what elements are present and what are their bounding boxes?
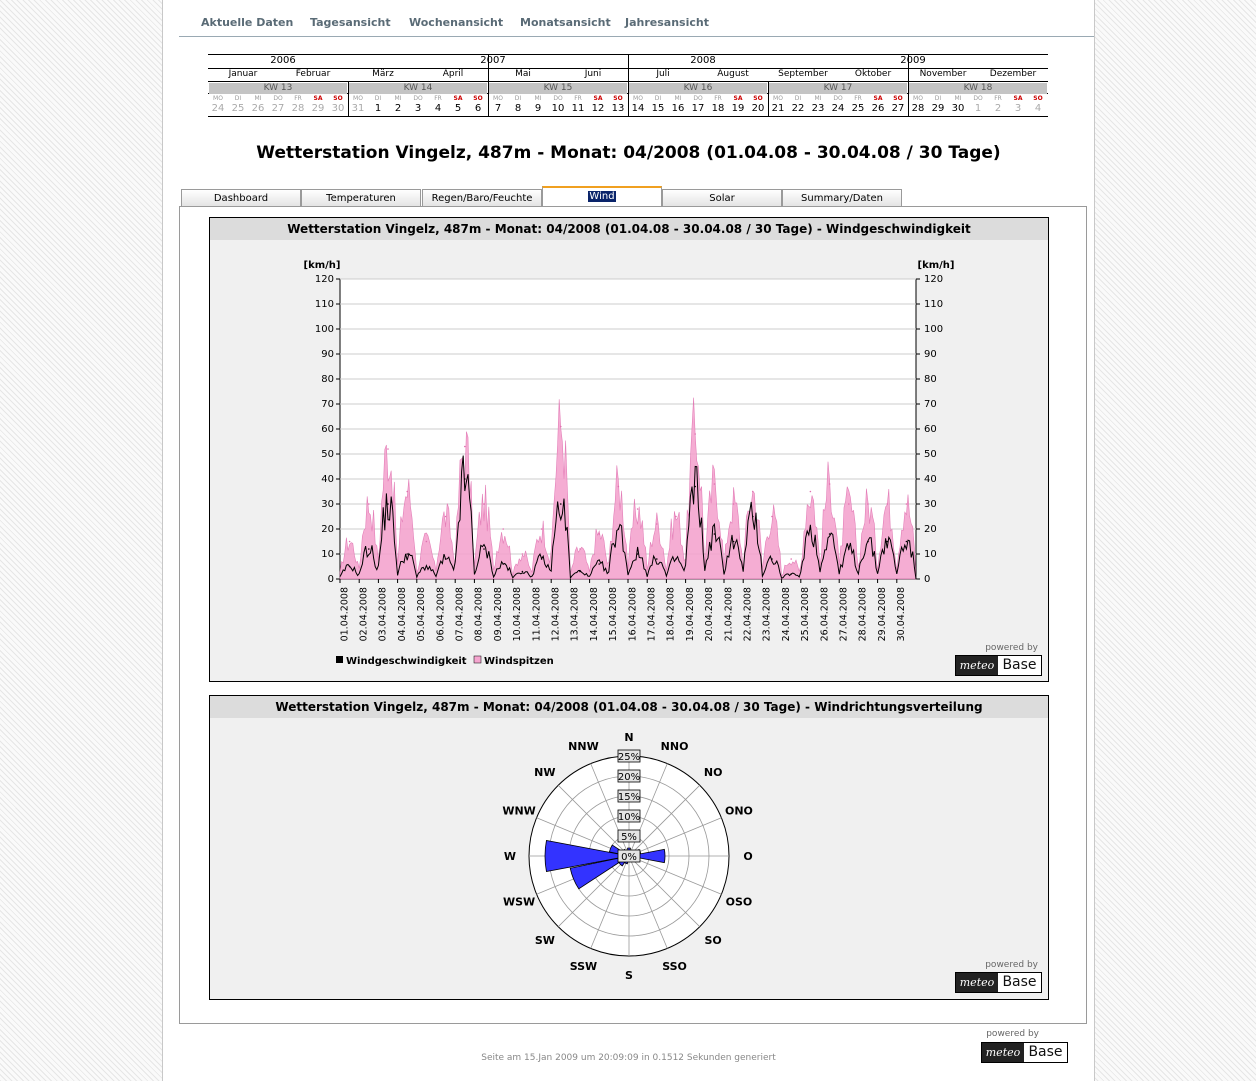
y-tick-label-right: 70 (924, 399, 937, 410)
logo-right-2: Base (1002, 974, 1037, 990)
wind-direction-panel (209, 695, 1049, 1000)
day-header: MI (254, 95, 262, 102)
calendar-day[interactable]: 8 (514, 103, 522, 114)
day-header: SO (473, 95, 483, 102)
data-point-gust (867, 503, 869, 505)
x-tick-label: 04.04.2008 (396, 587, 408, 642)
day-header: SA (733, 95, 743, 102)
day-header: MI (674, 95, 682, 102)
page-title: Wetterstation Vingelz, 487m - Monat: 04/2008 (01.04.08 - 30.04.08 / 30 Tage) (256, 143, 1001, 163)
calendar-day[interactable]: 4 (434, 103, 442, 114)
calendar-week-6[interactable]: KW 18 (963, 83, 993, 93)
y-tick-label-right: 0 (924, 574, 931, 585)
x-tick-label: 30.04.2008 (896, 587, 908, 642)
data-point-gust (906, 503, 908, 505)
direction-label-SO: SO (704, 934, 722, 948)
data-point-gust (637, 508, 639, 510)
data-point-gust (829, 483, 831, 485)
data-point-speed (426, 566, 428, 568)
calendar-day[interactable]: 1 (374, 103, 382, 114)
data-point-gust (694, 433, 696, 435)
nav-monatsansicht[interactable]: Monatsansicht (520, 16, 611, 29)
day-header: DO (413, 95, 423, 102)
calendar-day[interactable]: 3 (414, 103, 422, 114)
x-tick-label: 09.04.2008 (492, 587, 504, 642)
data-point-speed (637, 553, 639, 555)
ring-label: 20% (617, 772, 641, 783)
calendar-month-7[interactable]: Juli (656, 69, 670, 79)
x-tick-label: 15.04.2008 (608, 587, 620, 642)
day-header: FR (854, 95, 862, 102)
calendar-day: 3 (1014, 103, 1022, 114)
x-tick-label: 17.04.2008 (646, 587, 658, 642)
y-tick-label: 70 (321, 399, 334, 410)
wind-speed-panel (209, 217, 1049, 682)
logo-right: Base (1002, 657, 1037, 673)
data-point-speed (445, 558, 447, 560)
y-tick-label: 60 (321, 424, 334, 435)
direction-label-N: N (624, 731, 634, 744)
x-tick-label: 10.04.2008 (512, 587, 524, 642)
legend-label-speed: Windgeschwindigkeit (346, 656, 467, 667)
data-point-speed (886, 541, 888, 543)
data-point-speed (829, 533, 831, 535)
powered-by-text: powered by (985, 643, 1038, 653)
data-point-gust (464, 446, 466, 448)
page-container (162, 0, 1095, 1081)
day-header: DI (234, 95, 242, 102)
meteobase-logo (955, 655, 1042, 676)
y-tick-label-right: 50 (924, 449, 937, 460)
data-point-speed (560, 503, 562, 505)
footer-generated-text: Seite am 15.Jan 2009 um 20:09:09 in 0.1512 Sekunden generiert (481, 1053, 776, 1063)
y-tick-label-right: 20 (924, 524, 937, 535)
calendar-day: 1 (974, 103, 982, 114)
data-point-speed (867, 541, 869, 543)
calendar-month-8[interactable]: August (717, 69, 749, 79)
wind-direction-chart-title: Wetterstation Vingelz, 487m - Monat: 04/2008 (01.04.08 - 30.04.08 / 30 Tage) - Windrichtungsverteilung (210, 696, 1048, 718)
data-point-speed (714, 533, 716, 535)
data-point-speed (406, 553, 408, 555)
top-navigation (179, 14, 1094, 37)
x-tick-label: 26.04.2008 (819, 587, 831, 642)
powered-by-text-2: powered by (985, 960, 1038, 970)
x-tick-label: 05.04.2008 (416, 587, 428, 642)
tab-wind[interactable] (542, 186, 662, 208)
calendar-year-2009[interactable]: 2009 (900, 55, 926, 66)
day-header: DO (553, 95, 563, 102)
x-tick-label: 19.04.2008 (684, 587, 696, 642)
x-tick-label: 11.04.2008 (531, 587, 543, 642)
data-point-gust (426, 541, 428, 543)
day-header: MO (773, 95, 783, 102)
calendar-day: 24 (211, 103, 225, 114)
tab-dashboard[interactable]: Dashboard (181, 189, 301, 206)
data-point-speed (464, 478, 466, 480)
ring-label: 15% (617, 792, 641, 803)
x-tick-label: 18.04.2008 (665, 587, 677, 642)
y-tick-label-right: 60 (924, 424, 937, 435)
calendar-day[interactable]: 14 (631, 103, 645, 114)
data-point-gust (810, 491, 812, 493)
calendar-day[interactable]: 23 (811, 103, 825, 114)
legend-swatch-gusts (474, 656, 481, 663)
day-header: DI (794, 95, 802, 102)
y-tick-label-right: 30 (924, 499, 937, 510)
calendar-day[interactable]: 24 (831, 103, 845, 114)
day-header: SA (453, 95, 463, 102)
data-point-gust (579, 548, 581, 550)
day-header: MI (394, 95, 402, 102)
calendar-day: 4 (1034, 103, 1042, 114)
data-point-speed (906, 541, 908, 543)
data-point-speed (483, 548, 485, 550)
data-point-gust (714, 483, 716, 485)
y-tick-label-right: 90 (924, 349, 937, 360)
y-tick-label: 30 (321, 499, 334, 510)
data-point-speed (618, 528, 620, 530)
calendar-day[interactable]: 26 (871, 103, 885, 114)
nav-jahresansicht[interactable]: Jahresansicht (625, 16, 709, 29)
calendar-day: 27 (271, 103, 285, 114)
y-axis-label: [km/h] (303, 260, 341, 271)
x-tick-label: 29.04.2008 (876, 587, 888, 642)
x-tick-label: 01.04.2008 (339, 587, 351, 642)
data-point-gust (522, 553, 524, 555)
ring-label: 25% (617, 752, 641, 763)
day-header: DI (934, 95, 942, 102)
day-header: FR (574, 95, 582, 102)
day-header: FR (994, 95, 1002, 102)
tab-temperaturen[interactable]: Temperaturen (301, 189, 421, 206)
calendar-day[interactable]: 7 (494, 103, 502, 114)
data-point-gust (560, 426, 562, 428)
day-header: DO (273, 95, 283, 102)
meteobase-logo-2 (955, 972, 1042, 993)
data-point-gust (387, 448, 389, 450)
x-tick-label: 22.04.2008 (742, 587, 754, 642)
direction-label-OSO: OSO (725, 895, 753, 909)
direction-label-ONO: ONO (724, 804, 753, 818)
direction-label-SSO: SSO (662, 959, 687, 973)
y-tick-label: 10 (321, 549, 334, 560)
data-point-gust (368, 503, 370, 505)
calendar-week-3[interactable]: KW 15 (543, 83, 573, 93)
day-header: MI (534, 95, 542, 102)
calendar-week-5[interactable]: KW 17 (823, 83, 853, 93)
calendar-day[interactable]: 27 (891, 103, 905, 114)
day-header: MO (913, 95, 923, 102)
data-point-speed (771, 558, 773, 560)
x-tick-label: 21.04.2008 (723, 587, 735, 642)
y-tick-label-right: 110 (924, 299, 944, 310)
logo-left-2: meteo (956, 973, 998, 992)
calendar-day[interactable]: 16 (671, 103, 685, 114)
x-tick-label: 12.04.2008 (550, 587, 562, 642)
day-header: SA (1013, 95, 1023, 102)
legend-swatch-speed (336, 656, 343, 663)
data-point-gust (675, 516, 677, 518)
day-header: SO (613, 95, 623, 102)
ring-label: 5% (621, 832, 637, 843)
data-point-speed (656, 558, 658, 560)
x-tick-label: 03.04.2008 (377, 587, 389, 642)
data-point-speed (675, 558, 677, 560)
direction-label-WSW: WSW (502, 895, 536, 909)
day-header: FR (294, 95, 302, 102)
data-point-speed (579, 571, 581, 573)
calendar-month-3[interactable]: März (372, 69, 394, 79)
day-header: DI (374, 95, 382, 102)
calendar-day[interactable]: 5 (454, 103, 462, 114)
data-point-gust (483, 503, 485, 505)
calendar-day[interactable]: 21 (771, 103, 785, 114)
calendar-day[interactable]: 10 (551, 103, 565, 114)
day-header: MO (633, 95, 643, 102)
x-tick-label: 16.04.2008 (627, 587, 639, 642)
calendar-day[interactable]: 20 (751, 103, 765, 114)
calendar-day[interactable]: 6 (474, 103, 482, 114)
direction-label-S: S (625, 969, 633, 982)
calendar-year-2006[interactable]: 2006 (270, 55, 296, 66)
data-point-gust (406, 491, 408, 493)
day-header: MO (493, 95, 503, 102)
calendar-week-2[interactable]: KW 14 (403, 83, 433, 93)
calendar-month-2[interactable]: Februar (295, 69, 331, 79)
data-point-speed (848, 548, 850, 550)
calendar-day[interactable]: 9 (534, 103, 542, 114)
calendar-year-2008[interactable]: 2008 (690, 55, 716, 66)
day-header: FR (714, 95, 722, 102)
day-header: DI (654, 95, 662, 102)
data-point-gust (656, 523, 658, 525)
calendar-rule (208, 116, 1048, 117)
data-point-gust (618, 486, 620, 488)
data-point-gust (502, 528, 504, 530)
data-point-speed (368, 548, 370, 550)
day-header: MI (814, 95, 822, 102)
data-point-speed (733, 541, 735, 543)
day-header: MI (954, 95, 962, 102)
y-tick-label: 100 (314, 324, 334, 335)
y-tick-label-right: 120 (924, 274, 944, 285)
calendar-day: 28 (291, 103, 305, 114)
tab-summary-daten[interactable]: Summary/Daten (782, 189, 902, 206)
calendar-month-6[interactable]: Juni (584, 69, 602, 79)
day-header: DO (833, 95, 843, 102)
data-point-gust (771, 516, 773, 518)
x-tick-label: 07.04.2008 (454, 587, 466, 642)
direction-label-NW: NW (534, 765, 556, 779)
calendar-month-1[interactable]: Januar (228, 69, 258, 79)
data-point-speed (502, 563, 504, 565)
data-point-gust (848, 503, 850, 505)
day-header: DO (693, 95, 703, 102)
data-point-speed (810, 528, 812, 530)
day-header: FR (434, 95, 442, 102)
calendar-day: 25 (231, 103, 245, 114)
calendar-day[interactable]: 18 (711, 103, 725, 114)
calendar-week-1[interactable]: KW 13 (263, 83, 293, 93)
data-point-gust (790, 558, 792, 560)
x-tick-label: 02.04.2008 (358, 587, 370, 642)
data-point-gust (886, 503, 888, 505)
day-header: SO (333, 95, 343, 102)
x-tick-label: 23.04.2008 (761, 587, 773, 642)
data-point-speed (349, 566, 351, 568)
data-point-speed (541, 558, 543, 560)
calendar-month-4[interactable]: April (442, 69, 464, 79)
direction-label-SSW: SSW (569, 959, 598, 973)
data-point-speed (598, 563, 600, 565)
day-header: MO (353, 95, 363, 102)
data-point-gust (541, 528, 543, 530)
tab-wind-label: Wind (589, 191, 615, 202)
data-point-gust (752, 491, 754, 493)
calendar-day: 30 (331, 103, 345, 114)
footer-powered-by: powered by (986, 1029, 1039, 1039)
day-header: SA (313, 95, 323, 102)
direction-label-NNO: NNO (660, 740, 689, 754)
calendar-day: 29 (311, 103, 325, 114)
wind-rose-chart (210, 696, 1048, 999)
data-point-speed (790, 573, 792, 575)
y-tick-label-right: 100 (924, 324, 944, 335)
ring-label: 10% (617, 812, 641, 823)
legend-label-gusts: Windspitzen (484, 656, 554, 667)
data-point-speed (522, 571, 524, 573)
day-header: SA (593, 95, 603, 102)
calendar-month-10[interactable]: Oktober (854, 69, 892, 79)
x-tick-label: 28.04.2008 (857, 587, 869, 642)
day-header: SO (753, 95, 763, 102)
y-tick-label: 0 (327, 574, 334, 585)
direction-label-SW: SW (534, 934, 555, 948)
y-tick-label: 80 (321, 374, 334, 385)
x-tick-label: 25.04.2008 (800, 587, 812, 642)
y-tick-label: 50 (321, 449, 334, 460)
y-tick-label: 110 (314, 299, 334, 310)
calendar-navigator (208, 54, 1048, 116)
logo-left: meteo (956, 656, 998, 675)
day-header: DO (973, 95, 983, 102)
nav-wochenansicht[interactable]: Wochenansicht (409, 16, 504, 29)
direction-label-W: W (503, 850, 517, 863)
y-axis-label-right: [km/h] (917, 260, 955, 271)
y-tick-label: 120 (314, 274, 334, 285)
data-point-gust (733, 503, 735, 505)
data-point-gust (445, 516, 447, 518)
calendar-year-2007[interactable]: 2007 (480, 55, 506, 66)
calendar-day[interactable]: 29 (931, 103, 945, 114)
direction-label-NNW: NNW (568, 740, 599, 754)
direction-label-WNW: WNW (502, 804, 536, 818)
data-point-speed (752, 516, 754, 518)
calendar-day: 2 (994, 103, 1002, 114)
wind-speed-chart (210, 218, 1048, 681)
calendar-month-11[interactable]: November (919, 69, 967, 79)
calendar-day[interactable]: 11 (571, 103, 585, 114)
day-header: SO (893, 95, 903, 102)
x-tick-label: 27.04.2008 (838, 587, 850, 642)
y-tick-label: 40 (321, 474, 334, 485)
ring-label: 0% (621, 852, 637, 863)
data-point-gust (349, 541, 351, 543)
nav-tagesansicht[interactable]: Tagesansicht (310, 16, 391, 29)
day-header: SA (873, 95, 883, 102)
calendar-day[interactable]: 15 (651, 103, 665, 114)
calendar-week-4[interactable]: KW 16 (683, 83, 713, 93)
y-tick-label-right: 80 (924, 374, 937, 385)
direction-label-NO: NO (703, 765, 723, 779)
day-header: DI (514, 95, 522, 102)
calendar-day[interactable]: 2 (394, 103, 402, 114)
y-tick-label-right: 10 (924, 549, 937, 560)
x-tick-label: 06.04.2008 (435, 587, 447, 642)
data-point-speed (694, 486, 696, 488)
x-tick-label: 08.04.2008 (473, 587, 485, 642)
tab-solar[interactable]: Solar (662, 189, 782, 206)
calendar-day: 31 (351, 103, 365, 114)
x-tick-label: 20.04.2008 (704, 587, 716, 642)
x-tick-label: 13.04.2008 (569, 587, 581, 642)
calendar-day[interactable]: 22 (791, 103, 805, 114)
calendar-day[interactable]: 13 (611, 103, 625, 114)
calendar-day[interactable]: 19 (731, 103, 745, 114)
calendar-day: 26 (251, 103, 265, 114)
calendar-month-12[interactable]: Dezember (989, 69, 1037, 79)
data-point-speed (387, 503, 389, 505)
calendar-day[interactable]: 30 (951, 103, 965, 114)
direction-label-O: O (743, 850, 753, 863)
y-tick-label-right: 40 (924, 474, 937, 485)
day-header: MO (213, 95, 223, 102)
calendar-month-5[interactable]: Mai (515, 69, 531, 79)
nav-aktuelle-daten[interactable]: Aktuelle Daten (201, 16, 294, 29)
data-point-gust (598, 533, 600, 535)
calendar-month-9[interactable]: September (778, 69, 828, 79)
wind-speed-chart-title: Wetterstation Vingelz, 487m - Monat: 04/2008 (01.04.08 - 30.04.08 / 30 Tage) - Windgeschwindigkeit (210, 218, 1048, 240)
content-area (179, 206, 1087, 1024)
x-tick-label: 14.04.2008 (588, 587, 600, 642)
footer-logo-left: meteo (982, 1043, 1024, 1062)
calendar-day[interactable]: 25 (851, 103, 865, 114)
calendar-day[interactable]: 12 (591, 103, 605, 114)
calendar-day[interactable]: 17 (691, 103, 705, 114)
tab-regen-baro-feuchte[interactable]: Regen/Baro/Feuchte (422, 189, 542, 206)
day-header: SO (1033, 95, 1043, 102)
calendar-day[interactable]: 28 (911, 103, 925, 114)
y-tick-label: 20 (321, 524, 334, 535)
x-tick-label: 24.04.2008 (780, 587, 792, 642)
y-tick-label: 90 (321, 349, 334, 360)
footer-logo-right: Base (1028, 1044, 1063, 1060)
